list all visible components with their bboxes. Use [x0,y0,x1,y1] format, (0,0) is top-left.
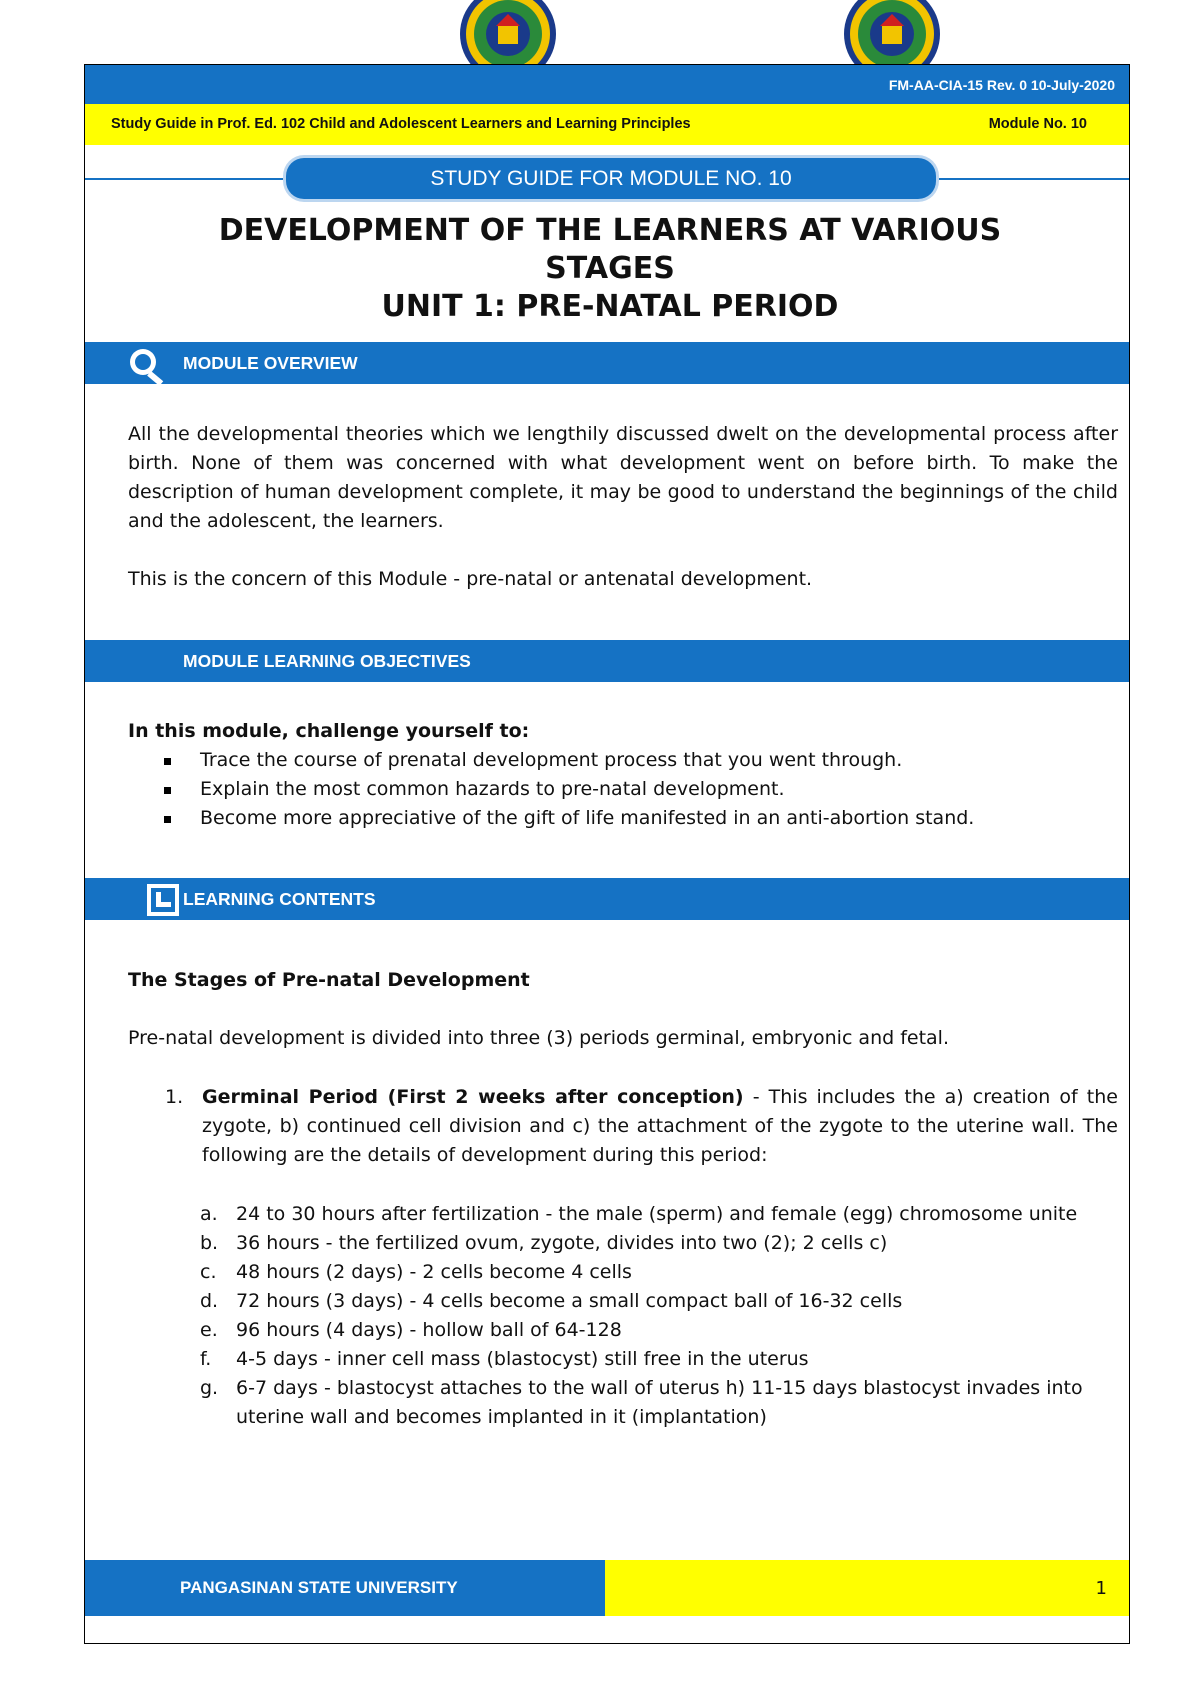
contents-heading: The Stages of Pre-natal Development [128,969,530,991]
magnifier-icon [125,344,171,388]
item-body: - This includes the a) creation of the zygote, b) continued cell division and c) the attachment of the zygote to the uterine wall. The following are the details of development during this period: [202,1086,1118,1166]
list-item [200,1316,1118,1345]
title-line-1: DEVELOPMENT OF THE LEARNERS AT VARIOUS [218,213,1002,248]
list-item [200,1200,1118,1229]
page-number: 1 [1095,1578,1107,1599]
header-top-bar [85,65,1129,104]
objectives-intro: In this module, challenge yourself to: [128,720,530,742]
germinal-details-list [200,1200,1118,1432]
list-item: Trace the course of prenatal development process that you went through. [128,746,1118,775]
germinal-period-item [160,1083,1118,1170]
section-label: LEARNING CONTENTS [183,889,376,909]
footer-university-bar [85,1560,605,1616]
page-title [150,212,1070,326]
list-text: 48 hours (2 days) - 2 cells become 4 cells [236,1261,632,1283]
item-text [202,1083,1118,1170]
list-item [200,1229,1118,1258]
contents-intro: Pre-natal development is divided into three (3) periods germinal, embryonic and fetal. [128,1027,949,1049]
list-letter: d. [200,1290,219,1312]
list-text: 24 to 30 hours after fertilization - the male (sperm) and female (egg) chromosome unite [236,1203,1078,1225]
item-number: 1. [165,1086,184,1108]
footer-page-bar [605,1560,1129,1616]
section-learning-contents [85,878,1129,920]
item-title: Germinal Period (First 2 weeks after conception) [202,1086,744,1108]
list-item [200,1258,1118,1287]
list-item [200,1374,1118,1432]
section-module-overview [85,342,1129,384]
section-learning-objectives [85,640,1129,682]
title-line-3: UNIT 1: PRE-NATAL PERIOD [381,289,839,324]
header-subtitle-bar [85,104,1129,145]
list-letter: e. [200,1319,218,1341]
overview-paragraph-1: All the developmental theories which we lengthily discussed dwelt on the developmental process after birth. None of them was concerned with what development went on before birth. To make the description of human development complete, it may be good to understand the beginnings of the child and the adolescent, the learners. [128,423,1118,532]
form-code: FM-AA-CIA-15 Rev. 0 10-July-2020 [888,77,1115,93]
list-letter: g. [200,1377,219,1399]
list-text: 36 hours - the fertilized ovum, zygote, divides into two (2); 2 cells c) [236,1232,888,1254]
list-letter: a. [200,1203,218,1225]
section-label: MODULE LEARNING OBJECTIVES [183,651,471,671]
title-line-2: STAGES [545,251,675,286]
list-text: 96 hours (4 days) - hollow ball of 64-128 [236,1319,622,1341]
university-logo-right [842,0,942,66]
list-letter: c. [200,1261,217,1283]
module-banner: STUDY GUIDE FOR MODULE NO. 10 [286,158,936,199]
university-logo-left [458,0,558,66]
book-icon [145,882,181,922]
section-label: MODULE OVERVIEW [183,353,358,373]
list-item [200,1345,1118,1374]
list-item: Become more appreciative of the gift of life manifested in an anti-abortion stand. [128,804,1118,833]
overview-paragraph-2: This is the concern of this Module - pre-natal or antenatal development. [128,568,813,590]
list-letter: b. [200,1232,219,1254]
university-name: PANGASINAN STATE UNIVERSITY [180,1578,458,1597]
list-item: Explain the most common hazards to pre-natal development. [128,775,1118,804]
study-guide-title: Study Guide in Prof. Ed. 102 Child and Adolescent Learners and Learning Principles [111,116,691,132]
list-text: 72 hours (3 days) - 4 cells become a small compact ball of 16-32 cells [236,1290,903,1312]
module-number: Module No. 10 [988,116,1087,132]
list-item [200,1287,1118,1316]
list-letter: f. [200,1348,212,1370]
list-text: 6-7 days - blastocyst attaches to the wall of uterus h) 11-15 days blastocyst invades into uterine wall and becomes implanted in it (implantation) [236,1377,1083,1428]
list-text: 4-5 days - inner cell mass (blastocyst) still free in the uterus [236,1348,809,1370]
objectives-list [128,746,1118,833]
